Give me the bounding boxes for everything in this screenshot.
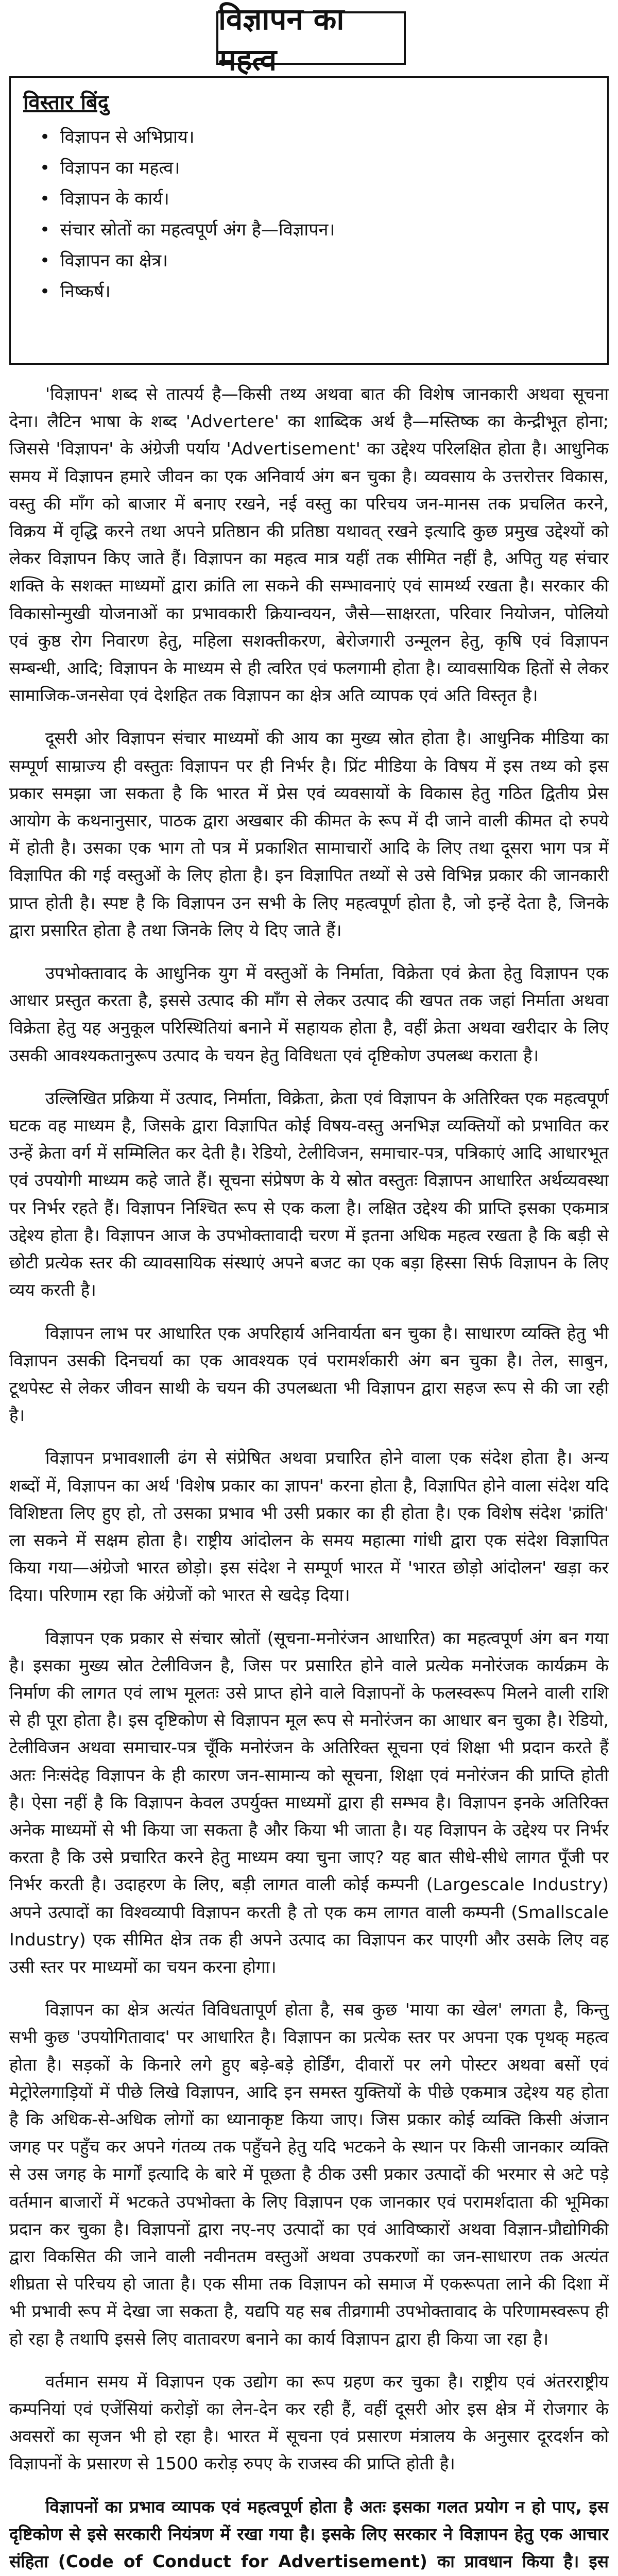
paragraph-communication-sources: विज्ञापन एक प्रकार से संचार स्रोतों (सूचना-मनोरंजन आधारित) का महत्वपूर्ण अंग बन गया है। इसका मुख्य स्रोत टेलीविजन है, जिस पर प्रसारित होने वाले प्रत्येक मनोरंजक कार्यक्रम के निर्माण की लागत एवं लाभ मूलतः उसे प्राप्त होने वाले विज्ञापनों के फलस्वरूप मिलने वाली राशि से ही पूरा होता है। इस दृष्टिकोण से विज्ञापन मूल रूप से मनोरंजन का आधार बन चुका है। रेडियो, टेलीविजन अथवा समाचार-पत्र चूँकि मनोरंजन के अतिरिक्त सूचना एवं शिक्षा भी प्रदान करते हैं अतः निःसंदेह विज्ञापन के ही कारण जन-सामान्य को सूचना, शिक्षा एवं मनोरंजन की प्राप्ति होती है। ऐसा नहीं है कि विज्ञापन केवल उपर्युक्त माध्यमों द्वारा ही सम्भव है। विज्ञापन इनके अतिरिक्त अनेक माध्यमों से भी किया जा सकता है और किया भी जाता है। यह विज्ञापन के उद्देश्य पर निर्भर करता है कि उसे प्रचारित करने हेतु माध्यम क्या चुना जाए? यह बात सीधे-सीधे लागत पूँजी पर निर्भर करती है। उदाहरण के लिए, बड़ी लागत वाली कोई कम्पनी (Largescale Industry) अपने उत्पादों का विश्वव्यापी विज्ञापन करती है तो एक कम लागत वाली कम्पनी (Smallscale Industry) एक सीमित क्षेत्र तक ही अपने उत्पाद का विज्ञापन कर पाएगी और उसके लिए वह उसी स्तर पर माध्यमों का चयन करना होगा। [9,1628,609,1977]
outline-heading: विस्तार बिंदु [23,91,109,114]
outline-item: • निष्कर्ष। [40,276,595,307]
paragraph-scope: विज्ञापन का क्षेत्र अत्यंत विविधतापूर्ण होता है, सब कुछ 'माया का खेल' लगता है, किन्तु सभी कुछ 'उपयोगितावाद' पर आधारित है। विज्ञापन का प्रत्येक स्तर पर अपना एक पृथक् महत्व होता है। सड़कों के किनारे लगे हुए बड़े-बड़े होर्डिंग, दीवारों पर लगे पोस्टर अथवा बसों एवं मेट्रोरेलगाड़ियों में पीछे लिखे विज्ञापन, आदि इन समस्त युक्तियों के पीछे एकमात्र उद्देश्य यह होता है कि अधिक-से-अधिक लोगों का ध्यानाकृष्ट किया जाए। जिस प्रकार कोई व्यक्ति किसी अंजान जगह पर पहुँच कर अपने गंतव्य तक पहुँचने हेतु यदि भटकने के स्थान पर किसी जानकार व्यक्ति से उस जगह के मार्गों इत्यादि के बारे में पूछता है ठीक उसी प्रकार उत्पादों की भरमार से अटे पड़े वर्तमान बाजारों में भटकते उपभोक्ता के लिए विज्ञापन एक जानकार एवं परामर्शदाता की भूमिका प्रदान कर चुका है। विज्ञापनों द्वारा नए-नए उत्पादों का एवं आविष्कारों अथवा विज्ञान-प्रौद्योगिकी द्वारा विकसित की जाने वाली नवीनतम वस्तुओं अथवा उपकरणों का जन-साधारण तक अत्यंत शीघ्रता से परिचय हो जाता है। एक सीमा तक विज्ञापन को समाज में एकरूपता लाने की दिशा में भी प्रभावी रूप में देखा जा सकता है, यद्यपि यह सब तीव्रगामी उपभोक्तावाद के परिणामस्वरूप ही हो रहा है तथापि इससे लिए वातावरण बनाने का कार्य विज्ञापन द्वारा ही किया जा रहा है। [9,1999,609,2349]
outline-item: • विज्ञापन का क्षेत्र। [40,245,595,276]
paragraph-media-channels: उल्लिखित प्रक्रिया में उत्पाद, निर्माता, विक्रेता, क्रेता एवं विज्ञापन के अतिरिक्त एक महत्वपूर्ण घटक वह माध्यम है, जिसके द्वारा विज्ञापित कोई विषय-वस्तु अनभिज्ञ व्यक्तियों को प्रभावित कर उन्हें क्रेता वर्ग में सम्मिलित कर देती है। रेडियो, टेलीविजन, समाचार-पत्र, पत्रिकाएं आदि आधारभूत एवं उपयोगी माध्यम कहे जाते हैं। सूचना संप्रेषण के ये स्रोत वस्तुतः विज्ञापन आधारित अर्थव्यवस्था पर निर्भर रहते हैं। विज्ञापन निश्चित रूप से एक कला है। लक्षित उद्देश्य की प्राप्ति इसका एकमात्र उद्देश्य होता है। विज्ञापन आज के उपभोक्तावादी चरण में इतना अधिक महत्व रखता है कि बड़ी से छोटी प्रत्येक स्तर की व्यावसायिक संस्थाएं अपने बजट का एक बड़ा हिस्सा सिर्फ विज्ञापन के लिए व्यय करती है। [9,1088,609,1300]
outline-item: • विज्ञापन का महत्व। [40,152,595,183]
essay-body [9,380,609,2576]
outline-list [23,122,595,307]
outline-item: • संचार स्रोतों का महत्वपूर्ण अंग है—विज्ञापन। [40,214,595,245]
paragraph-industry: वर्तमान समय में विज्ञापन एक उद्योग का रूप ग्रहण कर चुका है। राष्ट्रीय एवं अंतरराष्ट्रीय कम्पनियां एवं एजेंसियां करोड़ों का लेन-देन कर रही हैं, वहीं दूसरी ओर इस क्षेत्र में रोजगार के अवसरों का सृजन भी हो रहा है। भारत में सूचना एवं प्रसारण मंत्रालय के अनुसार दूरदर्शन को विज्ञापनों के प्रसारण से 1500 करोड़ रुपए के राजस्व की प्राप्ति होती है। [9,2371,609,2474]
title-box [216,2,406,77]
paragraph-meaning: 'विज्ञापन' शब्द से तात्पर्य है—किसी तथ्य अथवा बात की विशेष जानकारी अथवा सूचना देना। लैटिन भाषा के शब्द 'Advertere' का शाब्दिक अर्थ है—मस्तिष्क का केन्द्रीभूत होना; जिससे 'विज्ञापन' के अंग्रेजी पर्याय 'Advertisement' का उद्देश्य परिलक्षित होता है। आधुनिक समय में विज्ञापन हमारे जीवन का एक अनिवार्य अंग बन चुका है। व्यवसाय के उत्तरोत्तर विकास, वस्तु की माँग को बाजार में बनाए रखने, नई वस्तु का परिचय जन-मानस तक प्रचलित करने, विक्रय में वृद्धि करने तथा अपने प्रतिष्ठान की प्रतिष्ठा यथावत् रखने इत्यादि कुछ प्रमुख उद्देश्यों को लेकर विज्ञापन किए जाते हैं। विज्ञापन का महत्व मात्र यहीं तक सीमित नहीं है, अपितु यह संचार शक्ति के सशक्त माध्यमों द्वारा क्रांति ला सकने की सम्भावनाएं एवं सामर्थ्य रखता है। सरकार की विकासोन्मुखी योजनाओं का प्रभावकारी क्रियान्वयन, जैसे—साक्षरता, परिवार नियोजन, पोलियो एवं कुष्ठ रोग निवारण हेतु, महिला सशक्तीकरण, बेरोजगारी उन्मूलन हेतु, कृषि एवं विज्ञापन सम्बन्धी, आदि; विज्ञापन के माध्यम से ही त्वरित एवं फलगामी होता है। व्यावसायिक हितों से लेकर सामाजिक-जनसेवा एवं देशहित तक विज्ञापन का क्षेत्र अति व्यापक एवं अति विस्तृत है। [9,384,609,706]
paragraph-consumerism: उपभोक्तावाद के आधुनिक युग में वस्तुओं के निर्माता, विक्रेता एवं क्रेता हेतु विज्ञापन एक आधार प्रस्तुत करता है, इससे उत्पाद की माँग से लेकर उत्पाद की खपत तक जहां निर्माता अथवा विक्रेता हेतु यह अनुकूल परिस्थितियां बनाने में सहायक होता है, वहीं क्रेता अथवा खरीदार के लिए उसकी आवश्यकतानुरूप उत्पाद के चयन हेतु विविधता एवं दृष्टिकोण उपलब्ध कराता है। [9,963,609,1065]
outline-box [9,76,609,365]
paragraph-conclusion: विज्ञापनों का प्रभाव व्यापक एवं महत्वपूर्ण होता है अतः इसका गलत प्रयोग न हो पाए, इस दृष्टिकोण से इसे सरकारी नियंत्रण में रखा गया है। इसके लिए सरकार ने विज्ञापन हेतु एक आचार संहिता (Code of Conduct for Advertisement) का प्रावधान किया है। इस [9,2496,609,2572]
paragraph-daily-life: विज्ञापन लाभ पर आधारित एक अपरिहार्य अनिवार्यता बन चुका है। साधारण व्यक्ति हेतु भी विज्ञापन उसकी दिनचर्या का एक आवश्यक एवं परामर्शकारी अंग बन चुका है। तेल, साबुन, टूथपेस्ट से लेकर जीवन साथी के चयन की उपलब्धता भी विज्ञापन द्वारा सहज रूप से की जा रही है। [9,1323,609,1426]
paragraph-media-income: दूसरी ओर विज्ञापन संचार माध्यमों की आय का मुख्य स्रोत होता है। आधुनिक मीडिया का सम्पूर्ण साम्राज्य ही वस्तुतः विज्ञापन पर ही निर्भर है। प्रिंट मीडिया के विषय में इस तथ्य को इस प्रकार समझा जा सकता है कि भारत में प्रेस एवं व्यवसायों के विकास हेतु गठित द्वितीय प्रेस आयोग के कथनानुसार, पाठक द्वारा अखबार की कीमत के रूप में दी जाने वाली कीमत दो रुपये में होती है। उसका एक भाग तो पत्र में प्रकाशित सामाचारों आदि के लिए तथा दूसरा भाग पत्र में विज्ञापित की गई वस्तुओं के लिए होता है। इन विज्ञापित तथ्यों से उसे विभिन्न प्रकार की जानकारी प्राप्त होती है। स्पष्ट है कि विज्ञापन उन सभी के लिए महत्वपूर्ण होता है, जो इन्हें देता है, जिनके द्वारा प्रसारित होता है तथा जिनके लिए ये दिए जाते हैं। [9,728,609,940]
paragraph-message: विज्ञापन प्रभावशाली ढंग से संप्रेषित अथवा प्रचारित होने वाला एक संदेश होता है। अन्य शब्दों में, विज्ञापन का अर्थ 'विशेष प्रकार का ज्ञापन' करना होता है, विज्ञापित होने वाला संदेश यदि विशिष्टता लिए हुए हो, तो उसका प्रभाव भी उसी प्रकार का ही होता है। एक विशेष संदेश 'क्रांति' ला सकने में सक्षम होता है। राष्ट्रीय आंदोलन के समय महात्मा गांधी द्वारा एक संदेश विज्ञापित किया गया—अंग्रेजो भारत छोड़ो। इस संदेश ने सम्पूर्ण भारत में 'भारत छोड़ो आंदोलन' खड़ा कर दिया। परिणाम रहा कि अंग्रेजों को भारत से खदेड़ दिया। [9,1448,609,1605]
outline-item: • विज्ञापन के कार्य। [40,183,595,214]
page-title: विज्ञापन का महत्व [218,2,345,77]
outline-item: • विज्ञापन से अभिप्राय। [40,122,595,152]
